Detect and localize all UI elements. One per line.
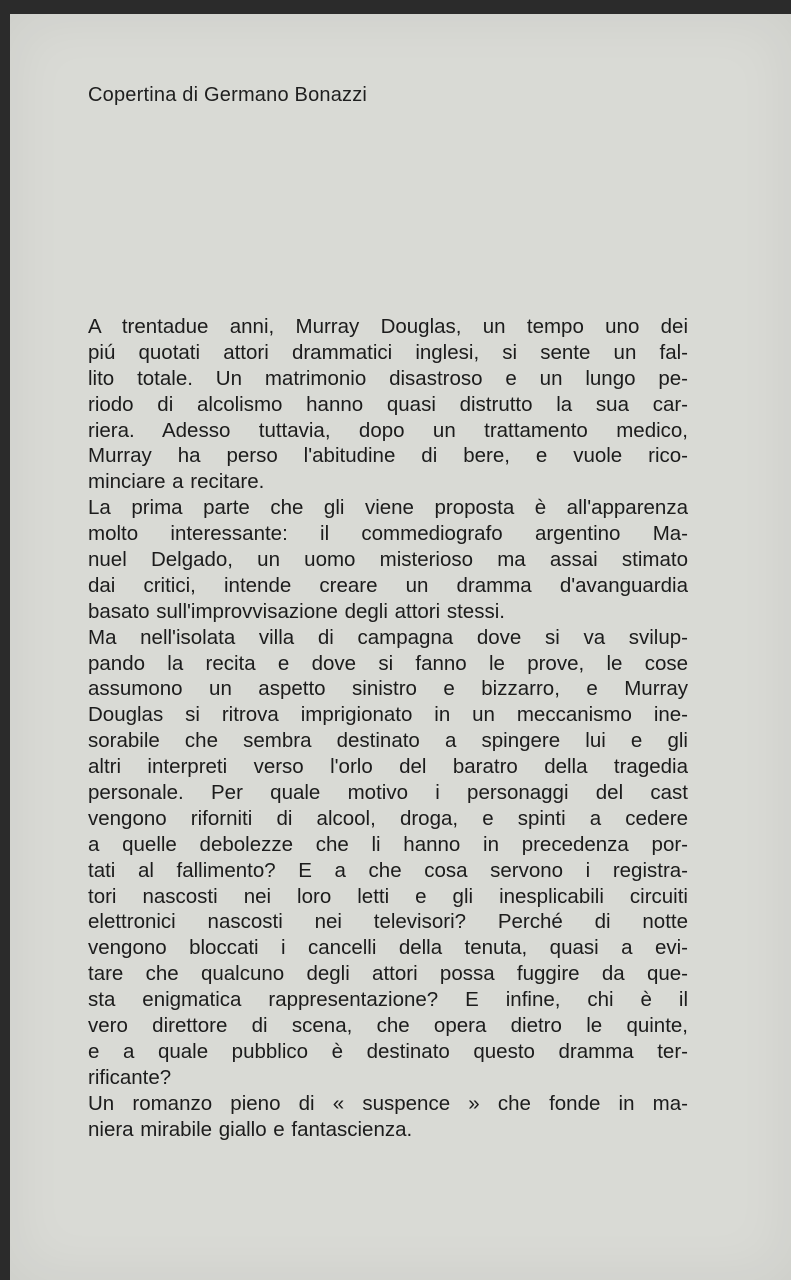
blurb-line: riodo di alcolismo hanno quasi distrutto la sua car- <box>88 392 688 416</box>
blurb-line: vero direttore di scena, che opera dietro le quinte, <box>88 1014 688 1038</box>
blurb-line: dai critici, intende creare un dramma d'avanguardia <box>88 573 688 597</box>
blurb-line: La prima parte che gli viene proposta è all'apparenza <box>88 496 688 520</box>
blurb-line: e a quale pubblico è destinato questo dramma ter- <box>88 1039 688 1063</box>
blurb-line: a quelle debolezze che li hanno in precedenza por- <box>88 832 688 856</box>
blurb-line: rificante? <box>88 1065 172 1089</box>
blurb-line: piú quotati attori drammatici inglesi, si sente un fal- <box>88 340 688 364</box>
blurb-line: personale. Per quale motivo i personaggi del cast <box>88 781 688 805</box>
blurb-line: tare che qualcuno degli attori possa fuggire da que- <box>88 962 688 986</box>
blurb-line: Douglas si ritrova imprigionato in un meccanismo ine- <box>88 703 688 727</box>
blurb-line: Un romanzo pieno di « suspence » che fonde in ma- <box>88 1091 688 1115</box>
blurb-line: altri interpreti verso l'orlo del baratro della tragedia <box>88 755 688 779</box>
blurb-line: sorabile che sembra destinato a spingere lui e gli <box>88 729 688 753</box>
back-cover-page <box>10 14 791 1280</box>
cover-credit: Copertina di Germano Bonazzi <box>88 84 368 106</box>
blurb-line: elettronici nascosti nei televisori? Perché di notte <box>88 910 688 934</box>
blurb-line: sta enigmatica rappresentazione? E infine, chi è il <box>88 988 688 1012</box>
blurb-line: riera. Adesso tuttavia, dopo un trattamento medico, <box>88 418 688 442</box>
blurb-line: A trentadue anni, Murray Douglas, un tempo uno dei <box>88 315 688 338</box>
blurb-line: Ma nell'isolata villa di campagna dove si va svilup- <box>88 625 688 649</box>
blurb-line: Murray ha perso l'abitudine di bere, e vuole rico- <box>88 444 688 468</box>
blurb-line: vengono riforniti di alcool, droga, e spinti a cedere <box>88 806 688 830</box>
blurb-line: niera mirabile giallo e fantascienza. <box>88 1117 413 1141</box>
blurb-text <box>88 314 688 1143</box>
blurb-line: pando la recita e dove si fanno le prove, le cose <box>88 651 688 675</box>
blurb-line: tori nascosti nei loro letti e gli inesplicabili circuiti <box>88 884 688 908</box>
blurb-line: basato sull'improvvisazione degli attori stessi. <box>88 599 505 623</box>
blurb-line: molto interessante: il commediografo argentino Ma- <box>88 522 688 546</box>
blurb-line: minciare a recitare. <box>88 470 265 494</box>
blurb-line: nuel Delgado, un uomo misterioso ma assai stimato <box>88 548 688 572</box>
blurb-line: assumono un aspetto sinistro e bizzarro, e Murray <box>88 677 688 701</box>
blurb-line: vengono bloccati i cancelli della tenuta, quasi a evi- <box>88 936 688 960</box>
blurb-line: lito totale. Un matrimonio disastroso e un lungo pe- <box>88 366 688 390</box>
blurb-line: tati al fallimento? E a che cosa servono i registra- <box>88 858 688 882</box>
